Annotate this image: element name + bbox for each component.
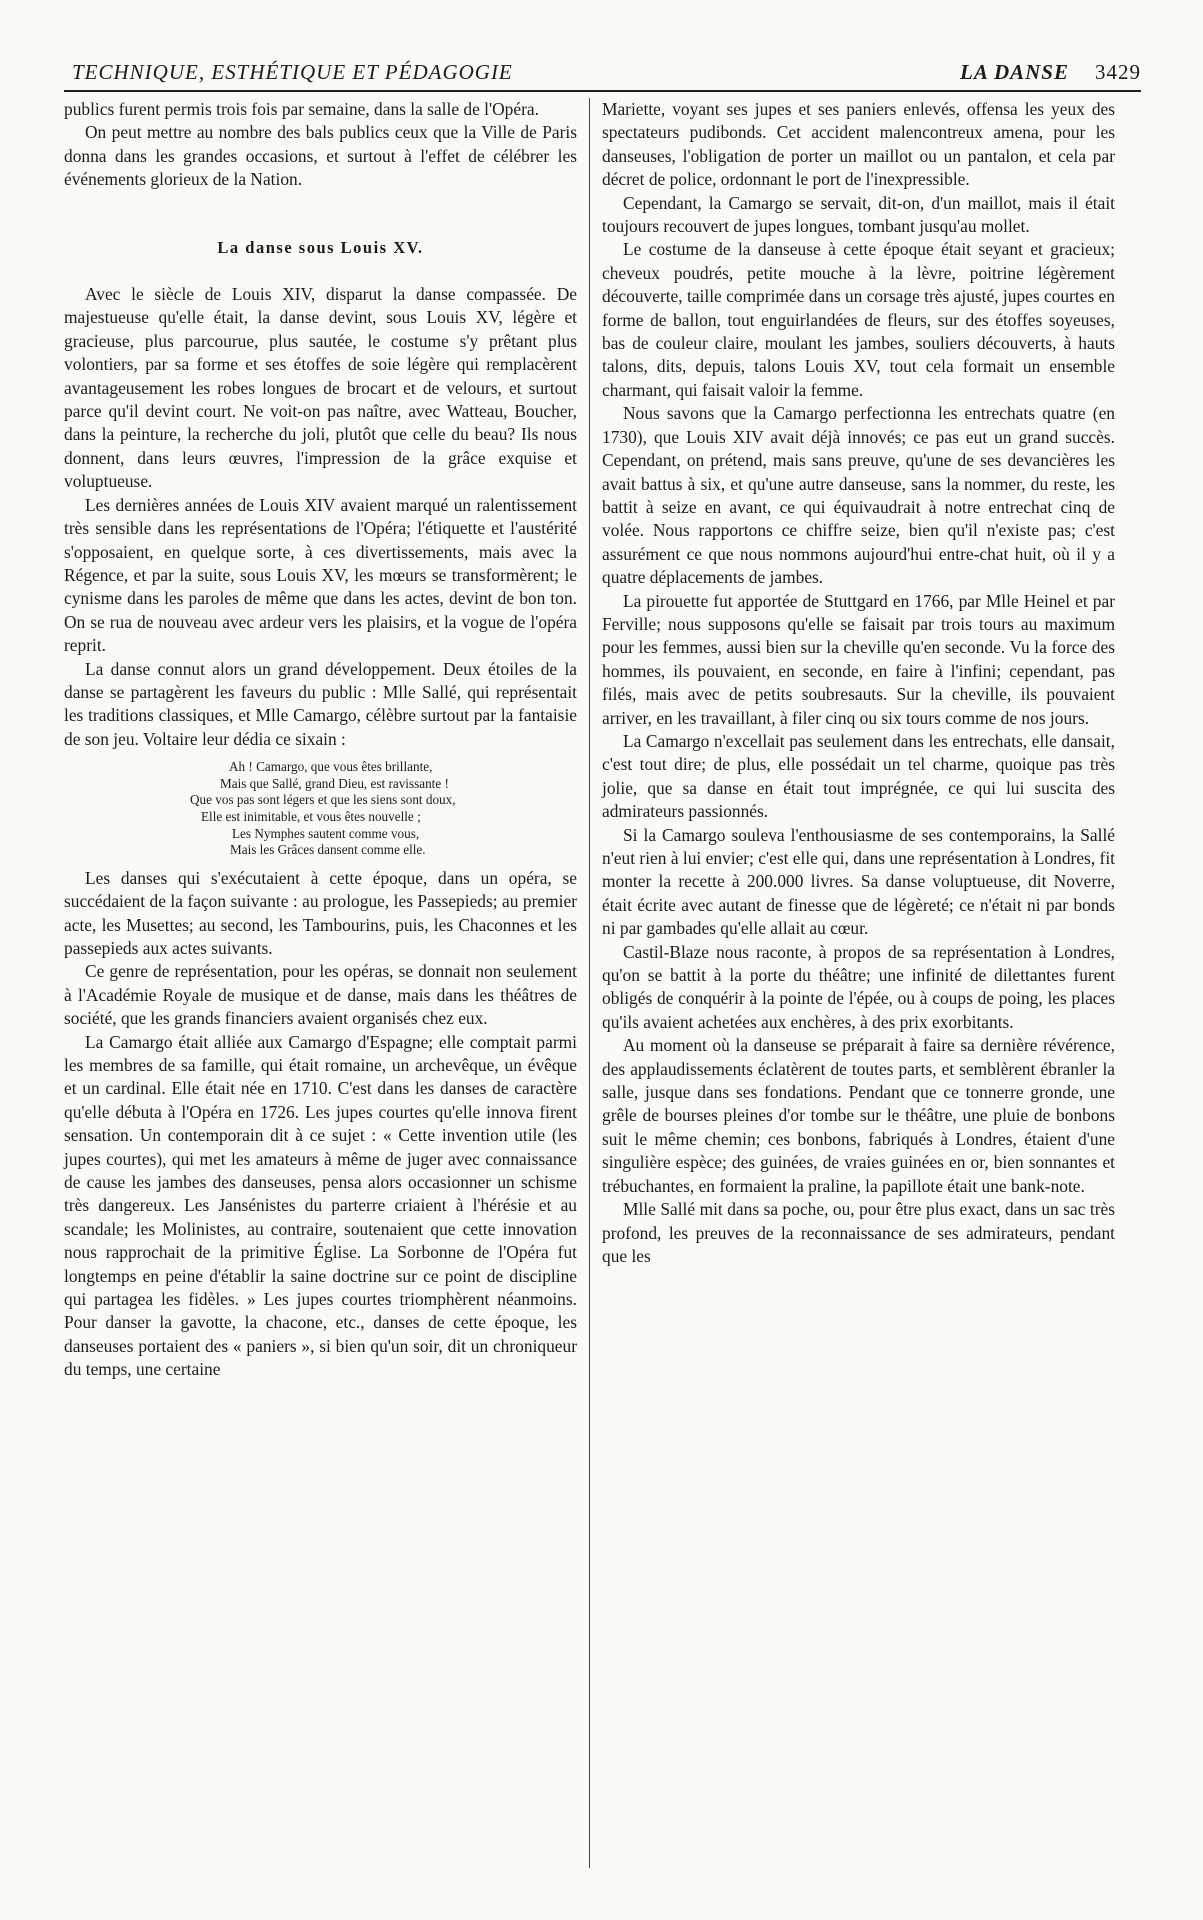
paragraph: Avec le siècle de Louis XIV, disparut la danse compassée. De majestueuse qu'elle était, la danse devint, sous Louis XV, légère et gracieuse, plus parcourue, plus sautée, le costume s'y prêtant plus volontiers, par sa forme et ses étoffes de soie légère qui remplacèrent avantageusement les robes longues de brocart et de velours, et surtout parce qu'il devint court. Ne voit-on pas naître, avec Watteau, Boucher, dans la peinture, la recherche du joli, plutôt que celle du beau? Ils nous donnent, dans leurs œuvres, l'impression de la grâce exquise et voluptueuse. (64, 284, 577, 492)
left-column (64, 98, 577, 1382)
paragraph: Mariette, voyant ses jupes et ses paniers enlevés, offensa les yeux des spectateurs pudibonds. Cet accident malencontreux amena, pour les danseuses, l'obligation de porter un maillot ou un pantalon, et cela par décret de police, ordonnant le port de l'inexpressible. (602, 99, 1115, 190)
running-head-title: TECHNIQUE, ESTHÉTIQUE ET PÉDAGOGIE (72, 60, 513, 84)
paragraph: Ce genre de représentation, pour les opéras, se donnait non seulement à l'Académie Royale de musique et de danse, mais dans les théâtres de société, que les grands financiers avaient organisés chez eux. (64, 961, 577, 1029)
paragraph: Nous savons que la Camargo perfectionna les entrechats quatre (en 1730), que Louis XIV avait déjà innovés; ce pas eut un grand succès. Cependant, on prétend, mais sans preuve, qu'une de ses devancières les avait battus à six, et qu'une autre danseuse, sans la nommer, du reste, les battit à seize en avant, ce qui équivaudrait à notre entrechat cinq de volée. Nous rapportons ce chiffre seize, bien qu'il n'existe pas; c'est assurément ce que nous nommons aujourd'hui entre-chat huit, où il y a quatre déplacements de jambes. (602, 403, 1115, 588)
page-number: 3429 (1095, 60, 1141, 84)
paragraph: La Camargo était alliée aux Camargo d'Espagne; elle comptait parmi les membres de sa famille, qui était romaine, un archevêque, un évêque et un cardinal. Elle était née en 1710. C'est dans les danses de caractère qu'elle débuta à l'Opéra en 1726. Les jupes courtes qu'elle innova firent sensation. Un contemporain dit à ce sujet : « Cette invention utile (les jupes courtes), qui met les amateurs à même de juger avec connaissance de cause les jambes des danseuses, pensa alors occasionner un schisme très dangereux. Les Jansénistes du parterre criaient à l'hérésie et au scandale; les Molinistes, au contraire, soutenaient que cette innovation nous rapprochait de la primitive Église. La Sorbonne de l'Opéra fut longtemps en peine d'établir la saine doctrine sur ce point de discipline qui partagea les fidèles. » Les jupes courtes triomphèrent néanmoins. Pour danser la gavotte, la chacone, etc., danses de cette époque, les danseuses portaient des « paniers », si bien qu'un soir, dit un chroniqueur du temps, une certaine (64, 1031, 577, 1380)
paragraph: Au moment où la danseuse se préparait à faire sa dernière révérence, des applaudissements éclatèrent de toutes parts, et semblèrent ébranler la salle, jusque dans ses fondations. Pendant que ce tonnerre gronde, une grêle de bourses pleines d'or tombe sur le théâtre, une pluie de bonbons suit le même chemin; ces bonbons, fabriqués à Londres, étaient d'une singulière espèce; des guinées, de vraies guinées en or, bien sonnantes et trébuchantes, en formaient la praline, la papillote était une bank-note. (602, 1035, 1115, 1196)
running-head (64, 52, 1141, 92)
paragraph: Les dernières années de Louis XIV avaient marqué un ralentissement très sensible dans les représentations de l'Opéra; l'étiquette et l'austérité s'opposaient, en quelque sorte, à ces divertissements, mais avec la Régence, et par la suite, sous Louis XV, les mœurs se transformèrent; le cynisme dans les paroles de même que dans les actes, devint de bon ton. On se rua de nouveau avec ardeur vers les plaisirs, et la vogue de l'opéra reprit. (64, 494, 577, 656)
poem-line: Mais les Grâces dansent comme elle. (230, 842, 426, 858)
voltaire-sixain (64, 759, 577, 859)
poem-line: Elle est inimitable, et vous êtes nouvelle ; (201, 808, 421, 824)
paragraph: On peut mettre au nombre des bals publics ceux que la Ville de Paris donna dans les grandes occasions, et surtout à l'effet de célébrer les événements glorieux de la Nation. (64, 122, 577, 190)
paragraph: Si la Camargo souleva l'enthousiasme de ses contemporains, la Sallé n'eut rien à lui envier; c'est elle qui, dans une représentation à Londres, fit monter la recette à 200.000 livres. Sa danse voluptueuse, dit Noverre, était écrite avec autant de finesse que de légèreté; ce n'était ni par bonds ni par gambades qu'elle allait au cœur. (602, 824, 1115, 939)
running-head-right (960, 60, 1141, 85)
paragraph: publics furent permis trois fois par semaine, dans la salle de l'Opéra. (64, 99, 539, 119)
poem-line: Ah ! Camargo, que vous êtes brillante, (229, 759, 433, 775)
paragraph: La Camargo n'excellait pas seulement dans les entrechats, elle dansait, c'est tout dire; de plus, elle possédait un tel charme, quoique pas très jolie, que sa danse en était tout imprégnée, ce qui lui suscita des admirateurs passionnés. (602, 730, 1115, 822)
poem-line: Que vos pas sont légers et que les siens sont doux, (190, 792, 456, 808)
column-rule (589, 98, 590, 1868)
paragraph: Cependant, la Camargo se servait, dit-on, d'un maillot, mais il était toujours recouvert de jupes longues, tombant jusqu'au mollet. (602, 192, 1115, 237)
paragraph: Le costume de la danseuse à cette époque était seyant et gracieux; cheveux poudrés, petite mouche à la lèvre, poitrine légèrement découverte, taille comprimée dans un corsage très ajusté, jupes courtes en forme de ballon, tout enguirlandées de fleurs, sur des étoffes soyeuses, bas de couleur claire, moulant les jambes, souliers découverts, à hauts talons, dits, depuis, talons Louis XV, tout cela formait un ensemble charmant, qui faisait valoir la femme. (602, 239, 1115, 400)
section-heading: La danse sous Louis XV. (217, 237, 424, 257)
running-head-section: LA DANSE (960, 60, 1069, 84)
poem-line: Les Nymphes sautent comme vous, (232, 825, 420, 841)
paragraph: Les danses qui s'exécutaient à cette époque, dans un opéra, se succédaient de la façon suivante : au prologue, les Passepieds; au premier acte, les Musettes; au second, les Tambourins, puis, les Chaconnes et les passepieds aux actes suivants. (64, 867, 577, 958)
paragraph: La danse connut alors un grand développement. Deux étoiles de la danse se partagèrent les faveurs du public : Mlle Sallé, qui représentait les traditions classiques, et Mlle Camargo, célèbre surtout par la fantaisie de son jeu. Voltaire leur dédia ce sixain : (64, 658, 577, 749)
paragraph: La pirouette fut apportée de Stuttgard en 1766, par Mlle Heinel et par Ferville; nous supposons qu'elle se faisait par trois tours au maximum pour les femmes, aussi bien sur la cheville qu'en seconde. Vu la force des hommes, ils pouvaient, en seconde, en faire à l'infini; cependant, pas filés, mais avec de petits soubresauts. Sur la cheville, ils pouvaient arriver, en les travaillant, à filer cinq ou six tours comme de nos jours. (602, 590, 1115, 728)
paragraph: Mlle Sallé mit dans sa poche, ou, pour être plus exact, dans un sac très profond, les preuves de la reconnaissance de ses admirateurs, pendant que les (602, 1199, 1115, 1266)
paragraph: Castil-Blaze nous raconte, à propos de sa représentation à Londres, qu'on se battit à la porte du théâtre; une infinité de dilettantes furent obligés de conquérir à la pointe de l'épée, ou à coups de poing, les places qu'ils avaient achetées aux enchères, à des prix exorbitants. (602, 941, 1115, 1032)
right-column (602, 98, 1115, 1268)
poem-line: Mais que Sallé, grand Dieu, est ravissante ! (220, 775, 449, 791)
